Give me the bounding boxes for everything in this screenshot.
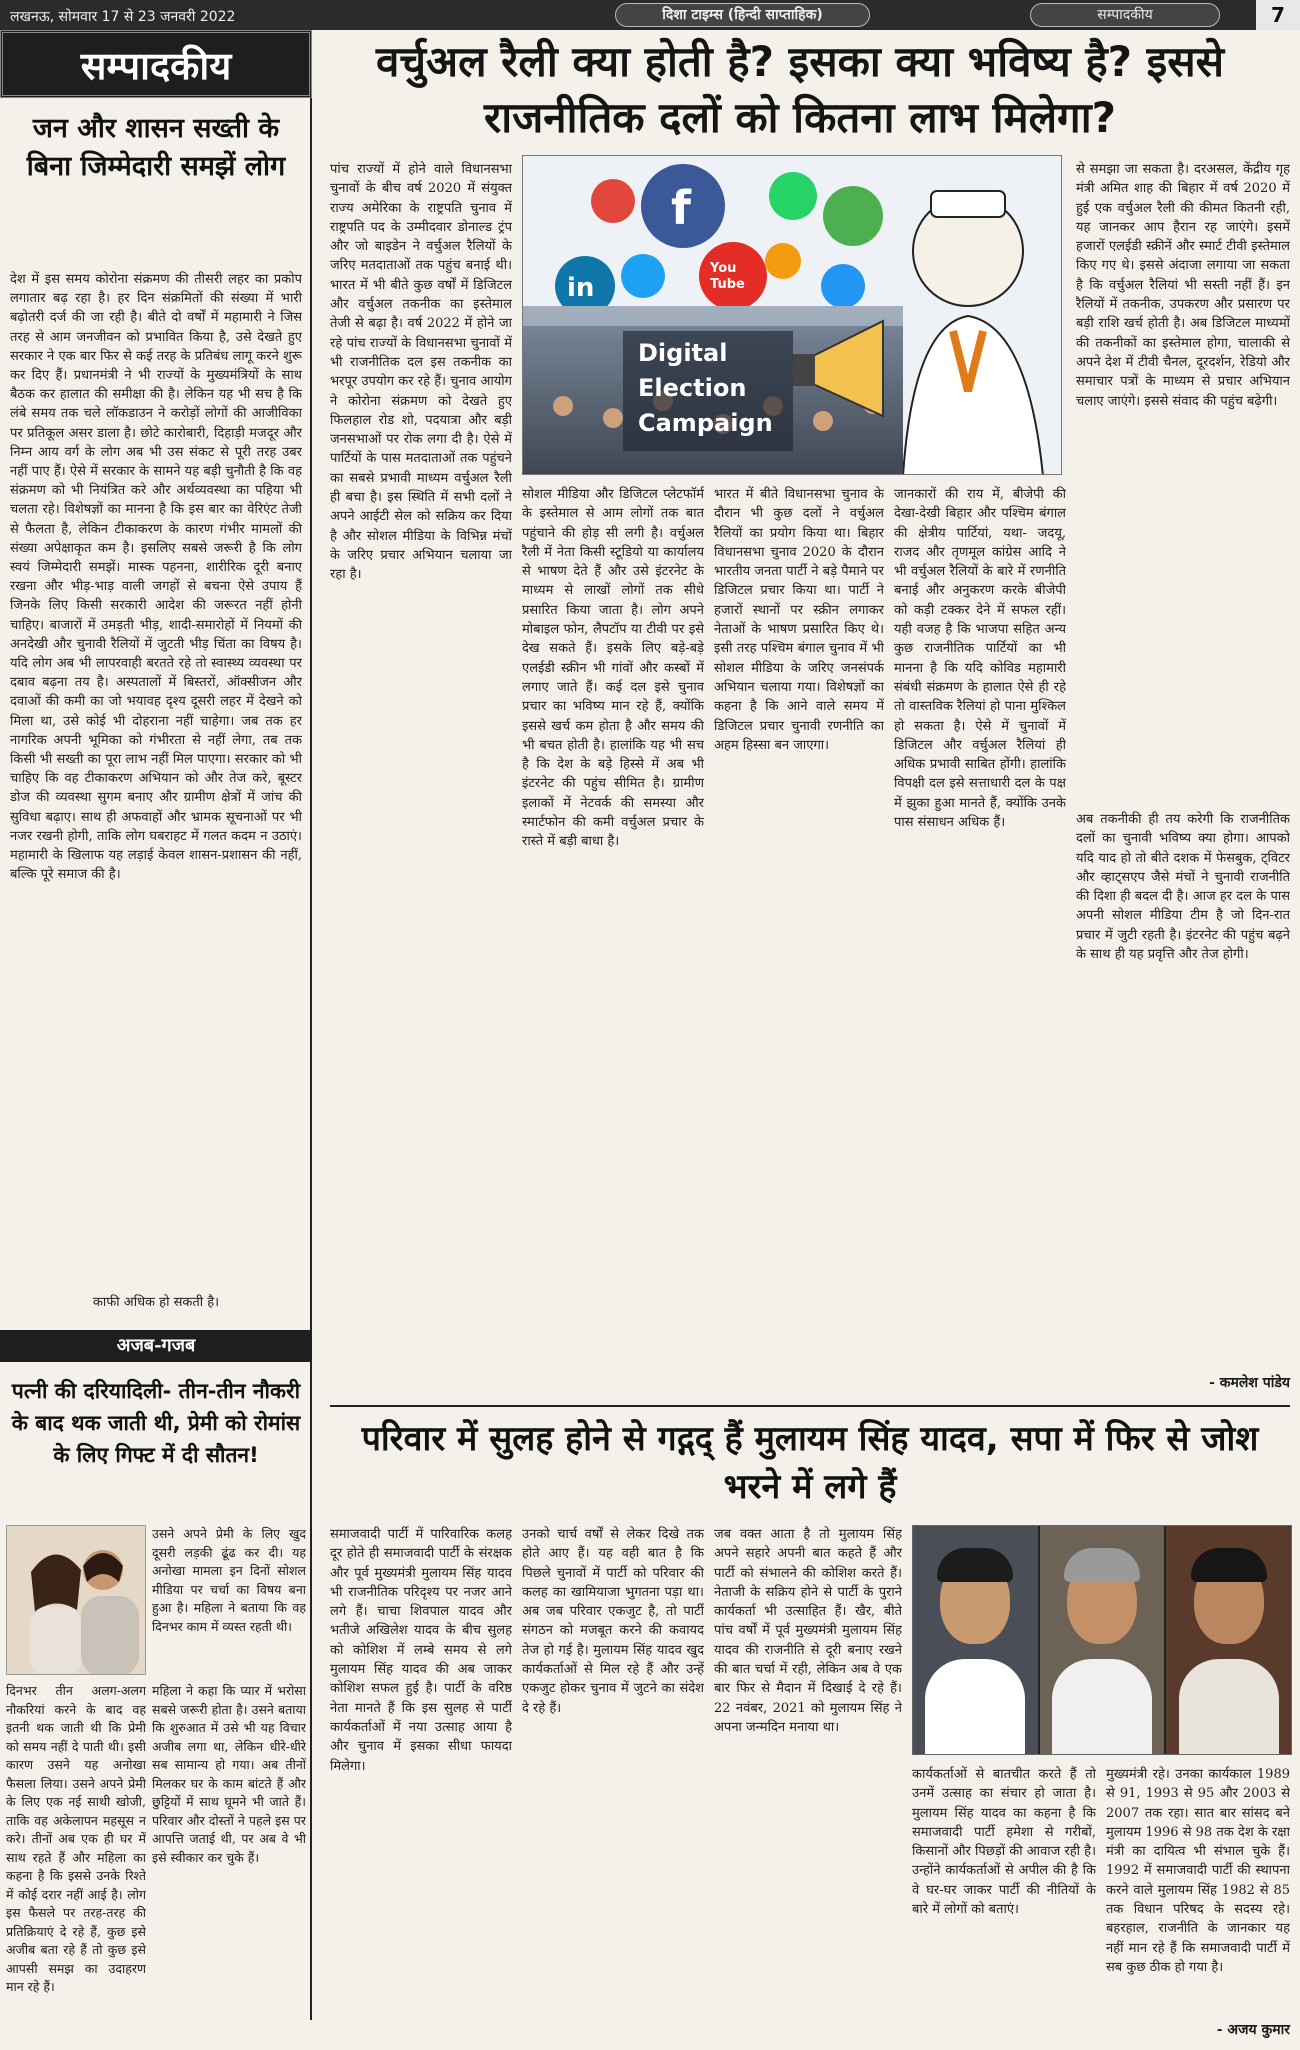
editorial-closing: काफी अधिक हो सकती है। bbox=[92, 1295, 220, 1310]
section-label: सम्पादकीय bbox=[1030, 3, 1220, 27]
ajab-body-1: उसने अपने प्रेमी के लिए खुद दूसरी लड़की ढूंढ कर दी। यह अनोखा मामला इन दिनों सोशल मीडिया पर चर्चा का विषय बना हुआ है। महिला ने बताया कि वह दिनभर काम में व्यस्त रहती थी। bbox=[152, 1526, 306, 1634]
ajab-body-3: महिला ने कहा कि प्यार में भरोसा सबसे जरूरी होता है। उसने बताया कि शुरुआत में उसे भी यह विचार अजीब लगा था, लेकिन धीरे-धीरे सब सामान्य हो गया। अब तीनों मिलकर घर के काम बांटते हैं और छुट्टियों में साथ घूमने भी जाते हैं। परिवार और दोस्तों ने पहले इस पर आपत्ति जताई थी, पर अब वे भी इसे स्वीकार कर चुके हैं। bbox=[152, 1683, 306, 1865]
left-column bbox=[0, 30, 312, 2020]
banner-line-2: Election bbox=[638, 374, 747, 402]
ajab-gajab-label: अजब-गजब bbox=[0, 1330, 312, 1362]
svg-text:Tube: Tube bbox=[710, 277, 745, 292]
banner-line-3: Campaign bbox=[638, 409, 773, 437]
youtube-icon: You bbox=[710, 261, 737, 276]
editorial-headline: जन और शासन सख्ती के बिना जिम्मेदारी समझें लोग bbox=[26, 113, 286, 182]
story1-column-3: भारत में बीते विधानसभा चुनाव के दौरान भी कुछ दलों ने वर्चुअल रैलियों का प्रयोग किया था। बिहार विधानसभा चुनाव 2020 के दौरान भारतीय जनता पार्टी ने बड़े पैमाने पर डिजिटल प्रचार किया था। पार्टी ने हजारों स्थानों पर स्क्रीन लगाकर नेताओं के भाषण प्रसारित किए थे। इसी तरह पश्चिम बंगाल चुनाव में भी सोशल मीडिया के जरिए जनसंपर्क अभियान चलाया गया। विशेषज्ञों का कहना है कि आने वाले समय में डिजिटल प्रचार चुनावी रणनीति का अहम हिस्सा बन जाएगा। bbox=[714, 487, 884, 753]
story2-column-3: जब वक्त आता है तो मुलायम सिंह अपने सहारे अपनी बात कहते हैं और पार्टी को संभालने की कोशिश करते हैं। नेताजी के सक्रिय होने से पार्टी के पुराने कार्यकर्ता भी उत्साहित हैं। खैर, बीते पांच वर्षों में पूर्व मुख्यमंत्री मुलायम सिंह यादव की राजनीति से दूरी बनाए रखने की बात चर्चा में रही, लेकिन अब वे एक बार फिर से मैदान में दिखाई दे रहे हैं। 22 नवंबर, 2021 को मुलायम सिंह ने अपना जन्मदिन मनाया था। bbox=[714, 1527, 902, 1735]
ajab-headline: पत्नी की दरियादिली- तीन-तीन नौकरी के बाद थक जाती थी, प्रेमी को रोमांस के लिए गिफ्ट में दी सौतन! bbox=[11, 1379, 301, 1467]
couple-photo bbox=[6, 1525, 146, 1675]
story-divider bbox=[330, 1405, 1290, 1407]
paper-name: दिशा टाइम्स (हिन्दी साप्ताहिक) bbox=[615, 3, 870, 27]
story1-column-2: सोशल मीडिया और डिजिटल प्लेटफॉर्म के इस्तेमाल से आम लोगों तक बात पहुंचाने की होड़ सी लगी है। वर्चुअल रैली में नेता किसी स्टूडियो या कार्यालय से भाषण देते हैं और उसे इंटरनेट के माध्यम से लाखों लोगों तक सीधे प्रसारित किया जाता है। लोग अपने मोबाइल फोन, लैपटॉप या टीवी पर इसे देख सकते हैं। इसके लिए बड़े-बड़े एलईडी स्क्रीन भी गांवों और कस्बों में लगाए जाते हैं। कई दल इसे चुनाव प्रचार का भविष्य मान रहे हैं, क्योंकि इससे खर्च कम होता है और समय की भी बचत होती है। हालांकि यह भी सच है कि देश के बड़े हिस्से में अब भी इंटरनेट की पहुंच सीमित है। ग्रामीण इलाकों में नेटवर्क की समस्या और स्मार्टफोन की कमी वर्चुअल प्रचार के रास्ते में बड़ी बाधा है। bbox=[522, 487, 704, 850]
story2-byline: - अजय कुमार bbox=[1216, 2022, 1290, 2038]
editorial-label: सम्पादकीय bbox=[0, 30, 312, 98]
story1-headline: वर्चुअल रैली क्या होती है? इसका क्या भविष्य है? इससे राजनीतिक दलों को कितना लाभ मिलेगा? bbox=[375, 37, 1225, 142]
story1-column-4: जानकारों की राय में, बीजेपी की देखा-देखी बिहार और पश्चिम बंगाल की क्षेत्रीय पार्टियां, यथा- जदयू, राजद और तृणमूल कांग्रेस आदि ने भी वर्चुअल रैलियों के बारे में रणनीति बनाई और अनुकरण करके बीजेपी को कड़ी टक्कर देने में सफल रहीं। यही वजह है कि भाजपा सहित अन्य कुछ राजनीतिक पार्टियों का भी मानना है कि यदि कोविड महामारी संबंधी संक्रमण के हालात ऐसे ही रहे तो वास्तविक रैलियां हो पाना मुश्किल हो सकता है। ऐसे में चुनावों में डिजिटल और वर्चुअल रैलियां ही अधिक प्रभावी साबित होंगी। हालांकि विपक्षी दल इसे सत्ताधारी दल के पक्ष में झुका हुआ मानते हैं, क्योंकि उनके पास संसाधन अधिक हैं। bbox=[894, 487, 1066, 831]
story1-column-1: पांच राज्यों में होने वाले विधानसभा चुनावों के बीच वर्ष 2020 में संयुक्त राज्य अमेरिका के राष्ट्रपति चुनाव में राष्ट्रपति पद के उम्मीदवार डोनाल्ड ट्रंप और जो बाइडेन ने वर्चुअल रैलियों के जरिए मतदाताओं तक पहुंच बनाई थी। भारत में भी बीते कुछ वर्षों में डिजिटल और वर्चुअल तकनीक का इस्तेमाल तेजी से बढ़ा है। वर्ष 2022 में होने जा रहे पांच राज्यों के विधानसभा चुनावों में भी राजनीतिक दल इस तकनीक का भरपूर उपयोग कर रहे हैं। चुनाव आयोग ने कोरोना संक्रमण को देखते हुए फिलहाल रोड शो, पदयात्रा और बड़ी जनसभाओं पर रोक लगा दी है। ऐसे में पार्टियों के पास मतदाताओं तक पहुंचने का सबसे प्रभावी माध्यम वर्चुअल रैली ही बचा है। इस स्थिति में सभी दलों ने अपने आईटी सेल को सक्रिय कर दिया है और सोशल मीडिया के विभिन्न मंचों के जरिए प्रचार अभियान चलाया जा रहा है। bbox=[330, 162, 512, 583]
story2-headline: परिवार में सुलह होने से गद्गद् हैं मुलायम सिंह यादव, सपा में फिर से जोश भरने में लगे हैं bbox=[361, 1419, 1259, 1507]
svg-text:in: in bbox=[567, 273, 595, 303]
story1-byline: - कमलेश पांडेय bbox=[1209, 1375, 1290, 1391]
story1-column-5: से समझा जा सकता है। दरअसल, केंद्रीय गृह मंत्री अमित शाह की बिहार में वर्ष 2020 में हुई एक वर्चुअल रैली की कीमत कितनी रही, यह जानकर आप हैरान रह जाएंगे। इसमें हजारों एलईडी स्क्रीनें और स्मार्ट टीवी इस्तेमाल किए गए थे। इससे अंदाजा लगाया जा सकता है कि वर्चुअल रैलियां भी सस्ती नहीं हैं। इन रैलियों में तकनीक, उपकरण और प्रसारण पर बड़ी राशि खर्च होती है। अब डिजिटल माध्यमों की तकनीकों का इस्तेमाल होगा, चालाकी से अपने देश में टीवी चैनल, दूरदर्शन, रेडियो और समाचार पत्रों के माध्यम से प्रचार अभियान चलाए जाएंगे। इससे संवाद की पहुंच बढ़ेगी। bbox=[1076, 162, 1290, 409]
page-header bbox=[0, 0, 1300, 30]
banner-line-1: Digital bbox=[638, 339, 728, 367]
portrait-2 bbox=[1040, 1526, 1167, 1754]
editorial-body: देश में इस समय कोरोना संक्रमण की तीसरी लहर का प्रकोप लगातार बढ़ रहा है। हर दिन संक्रमितों की संख्या में भारी बढ़ोतरी दर्ज की जा रही है। बीते दो वर्षों में महामारी ने जिस तरह से आम जनजीवन को प्रभावित किया है, उसे देखते हुए सरकार ने एक बार फिर से कई तरह के प्रतिबंध लागू करने शुरू कर दिए हैं। प्रधानमंत्री ने भी राज्यों के मुख्यमंत्रियों के साथ बैठक कर हालात की समीक्षा की है। लेकिन यह भी सच है कि लंबे समय तक चले लॉकडाउन ने करोड़ों लोगों की आजीविका पर प्रतिकूल असर डाला है। छोटे कारोबारी, दिहाड़ी मजदूर और निम्न आय वर्ग के लोग अब भी उस संकट से पूरी तरह उबर नहीं पाए हैं। ऐसे में सरकार के सामने यह बड़ी चुनौती है कि वह संक्रमण को भी नियंत्रित करे और अर्थव्यवस्था का पहिया भी चलता रहे। विशेषज्ञों का मानना है कि इस बार का वेरिएंट तेजी से फैलता है, लेकिन टीकाकरण के कारण गंभीर मामलों की संख्या अपेक्षाकृत कम है। इसलिए सबसे जरूरी है कि लोग स्वयं जिम्मेदारी समझें। मास्क पहनना, शारीरिक दूरी बनाए रखना और भीड़-भाड़ वाली जगहों से बचना ऐसे उपाय हैं जिनके लिए किसी सरकारी आदेश की जरूरत नहीं होनी चाहिए। बाजारों में उमड़ती भीड़, शादी-समारोहों में नियमों की अनदेखी और चुनावी रैलियों में जुटती भीड़ चिंता का विषय है। यदि लोग अब भी लापरवाही बरतते रहे तो स्वास्थ्य व्यवस्था पर दबाव बढ़ना तय है। अस्पतालों में बिस्तरों, ऑक्सीजन और दवाओं की कमी का जो भयावह दृश्य दूसरी लहर में देखने को मिला था, उसे कोई भी दोहराना नहीं चाहेगा। जब तक हर नागरिक अपनी भूमिका को गंभीरता से नहीं लेगा, तब तक किसी भी सख्ती का पूरा लाभ नहीं मिल पाएगा। सरकार को भी चाहिए कि वह टीकाकरण अभियान को और तेज करे, बूस्टर डोज की व्यवस्था सुगम बनाए और ग्रामीण क्षेत्रों में जांच की सुविधा बढ़ाए। साथ ही अफवाहों और भ्रामक सूचनाओं पर भी नजर रखनी होगी, ताकि लोग घबराहट में गलत कदम न उठाएं। महामारी के खिलाफ यह लड़ाई केवल शासन-प्रशासन की नहीं, बल्कि पूरे समाज की है। bbox=[10, 272, 302, 883]
portrait-1 bbox=[913, 1526, 1040, 1754]
ajab-body-2: दिनभर तीन अलग-अलग नौकरियां करने के बाद वह इतनी थक जाती थी कि प्रेमी को समय नहीं दे पाती थी। इसी कारण उसने यह अनोखा फैसला लिया। उसने अपने प्रेमी के लिए एक नई साथी खोजी, ताकि वह अकेलापन महसूस न करे। तीनों अब एक ही घर में साथ रहते हैं और महिला का कहना है कि इससे उनके रिश्ते में कोई दरार नहीं आई है। लोग इस फैसले पर तरह-तरह की प्रतिक्रियाएं दे रहे हैं, कुछ इसे अजीब बता रहे हैं तो कुछ इसे आपसी समझ का उदाहरण मान रहे हैं। bbox=[6, 1683, 146, 1994]
story2-column-5: मुख्यमंत्री रहे। उनका कार्यकाल 1989 से 91, 1993 से 95 और 2003 से 2007 तक रहा। सात बार सांसद बने मुलायम 1996 से 98 तक देश के रक्षा मंत्री का दायित्व भी संभाल चुके हैं। 1992 में समाजवादी पार्टी की स्थापना करने वाले मुलायम सिंह 1982 से 85 तक विधान परिषद के सदस्य रहे। बहरहाल, राजनीति के जानकार यह नहीं मान रहे हैं कि समाजवादी पार्टी में सब कुछ ठीक हो गया है। bbox=[1106, 1767, 1290, 1975]
dateline: लखनऊ, सोमवार 17 से 23 जनवरी 2022 bbox=[10, 9, 236, 25]
story1-column-6: अब तकनीकी ही तय करेगी कि राजनीतिक दलों का चुनावी भविष्य क्या होगा। आपको यदि याद हो तो बीते दशक में फेसबुक, ट्विटर और व्हाट्सएप जैसे मंचों ने चुनावी राजनीति की दिशा ही बदल दी है। आज हर दल के पास अपनी सोशल मीडिया टीम है जो दिन-रात प्रचार में जुटी रहती है। इंटरनेट की पहुंच बढ़ने के साथ ही यह प्रवृत्ति और तेज होगी। bbox=[1076, 812, 1290, 963]
politicians-photo bbox=[912, 1525, 1292, 1755]
svg-text:f: f bbox=[671, 181, 692, 235]
story2-column-4: कार्यकर्ताओं से बातचीत करते हैं तो उनमें उत्साह का संचार हो जाता है। मुलायम सिंह यादव का कहना है कि समाजवादी पार्टी हमेशा से गरीबों, किसानों और पिछड़ों की आवाज रही है। उन्होंने कार्यकर्ताओं से अपील की है कि वे घर-घर जाकर पार्टी की नीतियों के बारे में लोगों को बताएं। bbox=[912, 1767, 1096, 1918]
story2-column-1: समाजवादी पार्टी में पारिवारिक कलह दूर होते ही समाजवादी पार्टी के संरक्षक और पूर्व मुख्यमंत्री मुलायम सिंह यादव भी राजनीतिक परिदृश्य पर नजर आने लगे हैं। चाचा शिवपाल यादव और भतीजे अखिलेश यादव के बीच सुलह को कोशिश में लम्बे समय से लगे मुलायम सिंह यादव की अब जाकर कोशिश सफल हुई है। पार्टी के वरिष्ठ नेता मानते हैं कि इस सुलह से पार्टी कार्यकर्ताओं में नया उत्साह आया है और चुनाव में इसका सीधा फायदा मिलेगा। bbox=[330, 1527, 512, 1774]
page-number: 7 bbox=[1256, 0, 1300, 30]
story2-column-2: उनको चार्च वर्षों से लेकर दिखे तक होते आए हैं। यह वही बात है कि पिछले चुनावों में पार्टी को परिवार की कलह का खामियाजा भुगतना पड़ा था। अब जब परिवार एकजुट है, तो पार्टी संगठन को मजबूत करने की कवायद तेज हो गई है। मुलायम सिंह यादव खुद कार्यकर्ताओं से मिल रहे हैं और उन्हें एकजुट होकर चुनाव में जुटने का संदेश दे रहे हैं। bbox=[522, 1527, 704, 1716]
digital-campaign-image bbox=[522, 155, 1062, 475]
portrait-3 bbox=[1166, 1526, 1291, 1754]
